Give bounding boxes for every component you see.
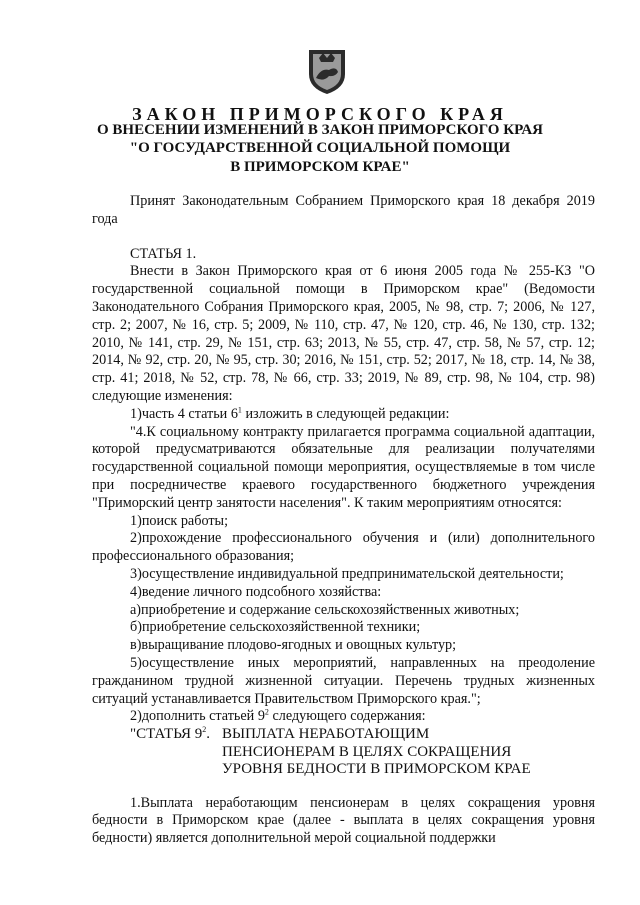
law-subtitle-line-3: В ПРИМОРСКОМ КРАЕ" bbox=[230, 159, 410, 175]
amendment-item-2: 2)дополнить статьей $9^2$ следующего содержания: bbox=[130, 707, 426, 725]
adoption-note: Принят Законодательным Собранием Приморского края 18 декабря 2019 года bbox=[92, 193, 595, 227]
new-article-heading bbox=[92, 726, 595, 779]
document-body bbox=[92, 193, 595, 848]
list-item: 5)осуществление иных мероприятий, направленных на преодоление гражданином трудной жизненной ситуации. Перечень трудных жизненных ситуаций устанавливается Правительством Приморского края."; bbox=[92, 654, 595, 707]
law-title: ЗАКОН ПРИМОРСКОГО КРАЯ bbox=[132, 104, 508, 124]
list-item: 2)прохождение профессионального обучения и (или) дополнительного профессионального образования; bbox=[92, 530, 595, 565]
amendment-item-1: 1)часть 4 статьи $6^1$ изложить в следующей редакции: bbox=[130, 405, 450, 422]
list-item: 3)осуществление индивидуальной предпринимательской деятельности; bbox=[130, 565, 564, 582]
list-item: 4)ведение личного подсобного хозяйства: bbox=[130, 583, 382, 600]
list-item: 1)поиск работы; bbox=[130, 512, 229, 529]
list-item: а)приобретение и содержание сельскохозяйственных животных; bbox=[130, 601, 520, 618]
new-article-label: "СТАТЬЯ $9^2$. bbox=[130, 725, 211, 743]
list-item: в)выращивание плодово-ягодных и овощных культур; bbox=[130, 637, 457, 654]
list-item: б)приобретение сельскохозяйственной техники; bbox=[130, 619, 421, 636]
amendment-quote: "4.К социальному контракту прилагается программа социальной адаптации, которой предусматриваются обязательные для реализации получателями государственной социальной помощи мероприятия, осуществляемые в том числе при посредничестве краевого государственного бюджетного учреждения "Приморский центр занятости населения". К таким мероприятиям относятся: bbox=[92, 423, 595, 511]
article-1-heading: СТАТЬЯ 1. bbox=[130, 245, 197, 262]
new-article-title: ВЫПЛАТА НЕРАБОТАЮЩИМ ПЕНСИОНЕРАМ В ЦЕЛЯХ СОКРАЩЕНИЯ УРОВНЯ БЕДНОСТИ В ПРИМОРСКОМ КРАЕ bbox=[222, 726, 531, 778]
law-subtitle-line-2: "О ГОСУДАРСТВЕННОЙ СОЦИАЛЬНОЙ ПОМОЩИ bbox=[129, 140, 511, 156]
coat-of-arms-emblem bbox=[305, 44, 349, 96]
law-subtitle-line-1: О ВНЕСЕНИИ ИЗМЕНЕНИЙ В ЗАКОН ПРИМОРСКОГО КРАЯ bbox=[97, 122, 543, 138]
article-1-intro: Внести в Закон Приморского края от 6 июня 2005 года № 255-КЗ "О государственной социальной помощи в Приморском крае" (Ведомости Законодательного Собрания Приморского края, 2005, № 98, стр. 7; 2006, № 127, стр. 2; 2007, № 16, стр. 5; 2009, № 110, стр. 47, № 120, стр. 46, № 130, стр. 132; 2010, № 141, стр. 29, № 151, стр. 63; 2013, № 55, стр. 47, стр. 58, № 57, стр. 12; 2014, № 92, стр. 20, № 95, стр. 30; 2016, № 151, стр. 52; 2017, № 18, стр. 14, № 38, стр. 41; 2018, № 52, стр. 78, № 66, стр. 33; 2019, № 89, стр. 98, № 104, стр. 98) следующие изменения: bbox=[92, 263, 595, 404]
new-article-paragraph-1: 1.Выплата неработающим пенсионерам в целях сокращения уровня бедности в Приморском крае (далее - выплата в целях сокращения уровня бедности) является дополнительной мерой социальной поддержки bbox=[92, 794, 595, 847]
